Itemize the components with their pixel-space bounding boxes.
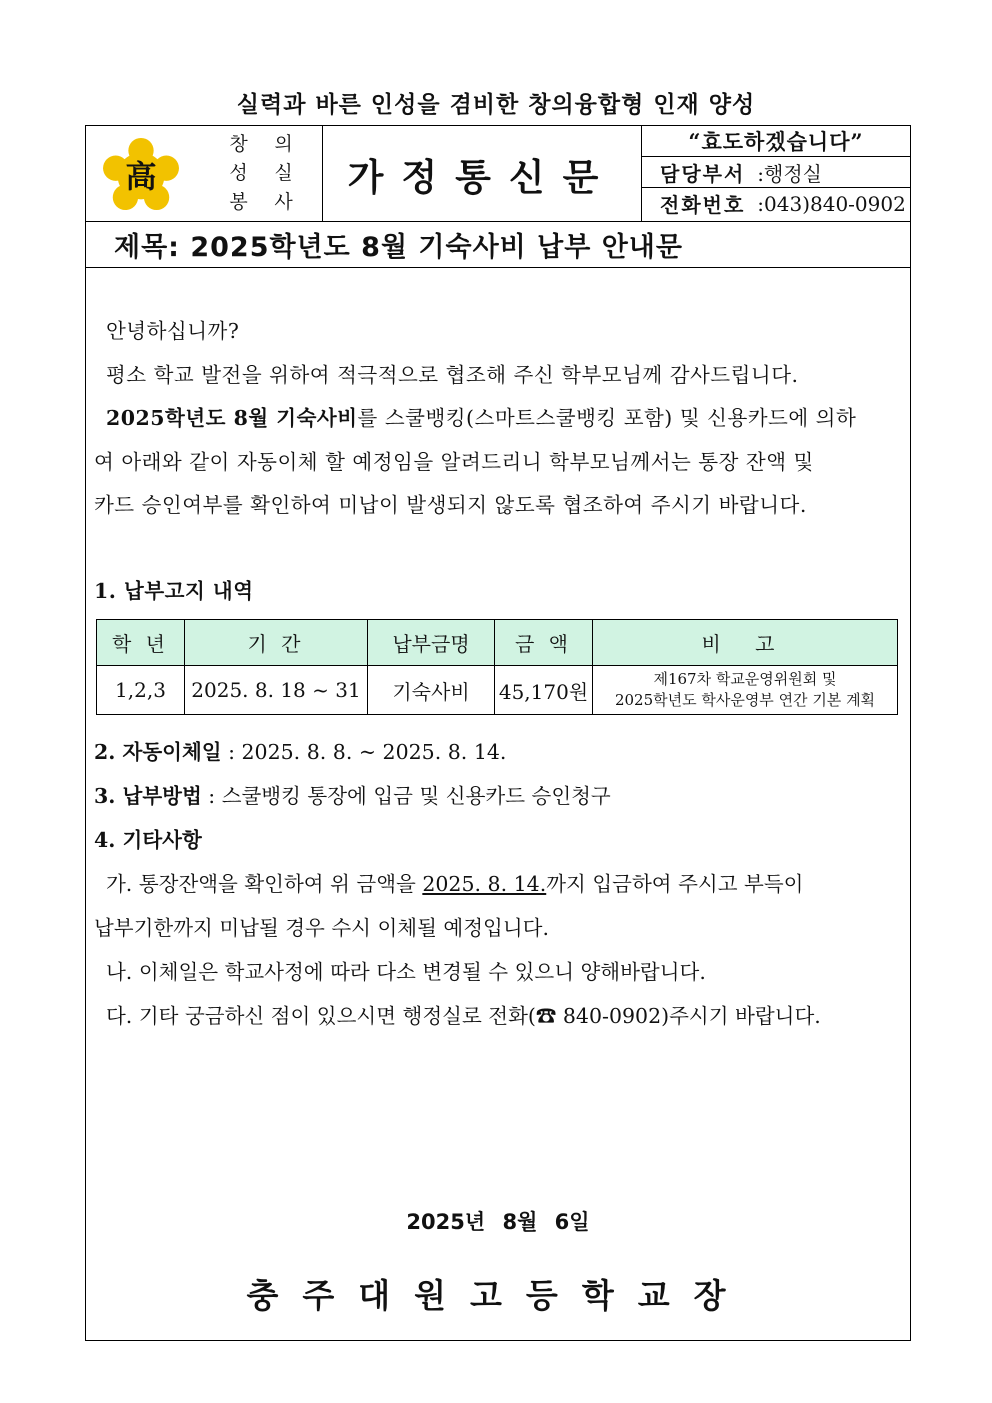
cell-item: 기숙사비 xyxy=(368,666,495,715)
notice-bold-lead: 2025학년도 8월 기숙사비 xyxy=(106,406,358,430)
phone-label: 전화번호 xyxy=(660,193,746,217)
etc-item-ga xyxy=(94,862,902,906)
col-header-grade: 학 년 xyxy=(97,620,185,666)
dept-label: 담당부서 xyxy=(660,161,746,186)
section-4-title: 4. 기타사항 xyxy=(94,828,202,852)
section-3-label: 3. 납부방법 xyxy=(94,784,202,808)
cell-note xyxy=(593,666,898,715)
col-header-amount: 금 액 xyxy=(495,620,593,666)
dept-value: :행정실 xyxy=(757,161,822,186)
body-intro xyxy=(94,310,902,613)
virtue-row xyxy=(216,130,306,159)
letter-header xyxy=(86,126,910,222)
phone-row xyxy=(642,188,910,219)
notice-frame xyxy=(85,125,911,1341)
phone-icon: ☎ xyxy=(535,1004,557,1028)
notice-line-a: 를 스쿨뱅킹(스마트스쿨뱅킹 포함) 및 신용카드에 의하 xyxy=(357,406,857,430)
notice-line-c: 카드 승인여부를 확인하여 미납이 발생되지 않도록 협조하여 주시기 바랍니다. xyxy=(94,493,807,517)
doc-title-cell xyxy=(323,126,642,221)
etc-da-text-post: 840-0902)주시기 바랍니다. xyxy=(556,1004,821,1028)
section-3 xyxy=(94,774,902,818)
payment-table xyxy=(96,619,898,715)
dept-row xyxy=(642,157,910,188)
emblem-char: 高 xyxy=(125,159,157,196)
cell-amount: 45,170원 xyxy=(495,666,593,715)
virtue-char: 실 xyxy=(274,162,293,184)
virtue-char: 봉 xyxy=(229,191,248,213)
etc-ga-date: 2025. 8. 14. xyxy=(422,872,547,896)
notice-paragraph xyxy=(94,397,902,441)
note-line-1: 제167차 학교운영위원회 및 xyxy=(653,670,837,688)
etc-ga-text: 가. 통장잔액을 확인하여 위 금액을 xyxy=(106,872,423,896)
virtue-row xyxy=(216,159,306,188)
greeting: 안녕하십니까? xyxy=(106,319,240,343)
school-emblem-icon xyxy=(102,137,180,211)
section-3-value: : 스쿨뱅킹 통장에 입금 및 신용카드 승인청구 xyxy=(201,784,611,808)
note-line-2: 2025학년도 학사운영부 연간 기본 계획 xyxy=(614,691,876,709)
col-header-note: 비 고 xyxy=(593,620,898,666)
school-virtues xyxy=(216,130,316,217)
notice-line-b: 여 아래와 같이 자동이체 할 예정임을 알려드리니 학부모님께서는 통장 잔액 및 xyxy=(94,449,814,474)
section-2-value: : 2025. 8. 8. ~ 2025. 8. 14. xyxy=(221,740,507,764)
cell-period: 2025. 8. 18 ~ 31 xyxy=(185,666,368,715)
slogan: “효도하겠습니다” xyxy=(642,126,910,157)
logo-cell xyxy=(86,126,323,221)
etc-item-na: 나. 이체일은 학교사정에 따라 다소 변경될 수 있으니 양해바랍니다. xyxy=(106,960,706,984)
virtue-char: 성 xyxy=(229,162,248,184)
school-motto: 실력과 바른 인성을 겸비한 창의융합형 인재 양성 xyxy=(236,92,756,118)
cell-grade: 1,2,3 xyxy=(97,666,185,715)
section-1-title: 1. 납부고지 내역 xyxy=(94,578,254,603)
subject-title: 제목: 2025학년도 8월 기숙사비 납부 안내문 xyxy=(86,221,910,268)
virtue-char: 의 xyxy=(274,133,293,155)
etc-da-text: 다. 기타 궁금하신 점이 있으시면 행정실로 전화( xyxy=(106,1004,536,1028)
virtue-char: 창 xyxy=(229,133,248,155)
issue-date: 2025년 8월 6일 xyxy=(406,1210,590,1234)
thanks-line: 평소 학교 발전을 위하여 적극적으로 협조해 주신 학부모님께 감사드립니다. xyxy=(106,362,799,387)
virtue-row xyxy=(216,188,306,217)
principal-signature: 충주대원고등학교장 xyxy=(246,1276,750,1315)
col-header-period: 기 간 xyxy=(185,620,368,666)
section-2-label: 2. 자동이체일 xyxy=(94,740,222,764)
doc-title: 가정통신문 xyxy=(347,154,617,199)
body-sections xyxy=(94,730,902,1038)
contact-cell xyxy=(642,126,910,221)
etc-item-ga-cont: 납부기한까지 미납될 경우 수시 이체될 예정입니다. xyxy=(94,916,549,940)
col-header-item: 납부금명 xyxy=(368,620,495,666)
virtue-char: 사 xyxy=(274,191,293,213)
table-row xyxy=(97,666,898,715)
section-2 xyxy=(94,730,902,774)
etc-ga-text-post: 까지 입금하여 주시고 부득이 xyxy=(546,872,804,896)
phone-value: :043)840-0902 xyxy=(757,191,906,216)
etc-item-da xyxy=(94,994,902,1038)
table-header-row xyxy=(97,620,898,666)
